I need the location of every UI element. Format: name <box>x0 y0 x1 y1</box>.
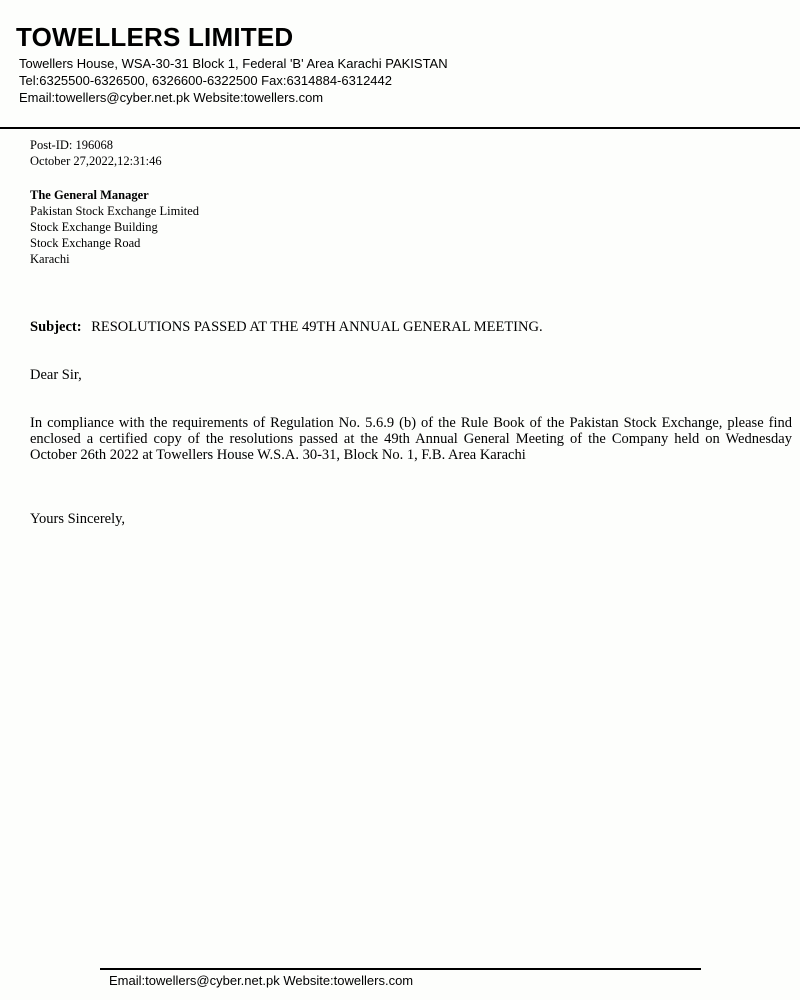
post-id: Post-ID: 196068 <box>30 138 113 152</box>
letterhead <box>0 0 800 128</box>
company-email-website: Email:towellers@cyber.net.pk Website:towellers.com <box>19 90 324 105</box>
subject-text: RESOLUTIONS PASSED AT THE 49TH ANNUAL GENERAL MEETING. <box>91 319 543 335</box>
recipient-line: Pakistan Stock Exchange Limited <box>30 204 200 218</box>
header-divider <box>0 127 800 129</box>
footer-divider <box>100 968 701 970</box>
footer-email-website: Email:towellers@cyber.net.pk Website:towellers.com <box>109 973 414 988</box>
company-address: Towellers House, WSA-30-31 Block 1, Federal 'B' Area Karachi PAKISTAN <box>19 56 448 71</box>
recipient-line: Stock Exchange Road <box>30 236 141 250</box>
recipient-line: Karachi <box>30 252 70 266</box>
company-phone-fax: Tel:6325500-6326500, 6326600-6322500 Fax:6314884-6312442 <box>19 73 392 88</box>
salutation: Dear Sir, <box>30 367 82 383</box>
recipient-line: Stock Exchange Building <box>30 220 158 234</box>
subject-line <box>30 319 543 336</box>
recipient-title: The General Manager <box>30 188 149 202</box>
subject-label: Subject: <box>30 319 82 335</box>
company-name: TOWELLERS LIMITED <box>16 22 294 52</box>
letter-body: In compliance with the requirements of Regulation No. 5.6.9 (b) of the Rule Book of the Pakistan Stock Exchange, please find enclosed a certified copy of the resolutions passed at the 49th Annual General Meeting of the Company held on Wednesday October 26th 2022 at Towellers House W.S.A. 30-31, Block No. 1, F.B. Area Karachi <box>30 415 792 463</box>
closing: Yours Sincerely, <box>30 511 126 527</box>
post-datetime: October 27,2022,12:31:46 <box>30 154 162 168</box>
